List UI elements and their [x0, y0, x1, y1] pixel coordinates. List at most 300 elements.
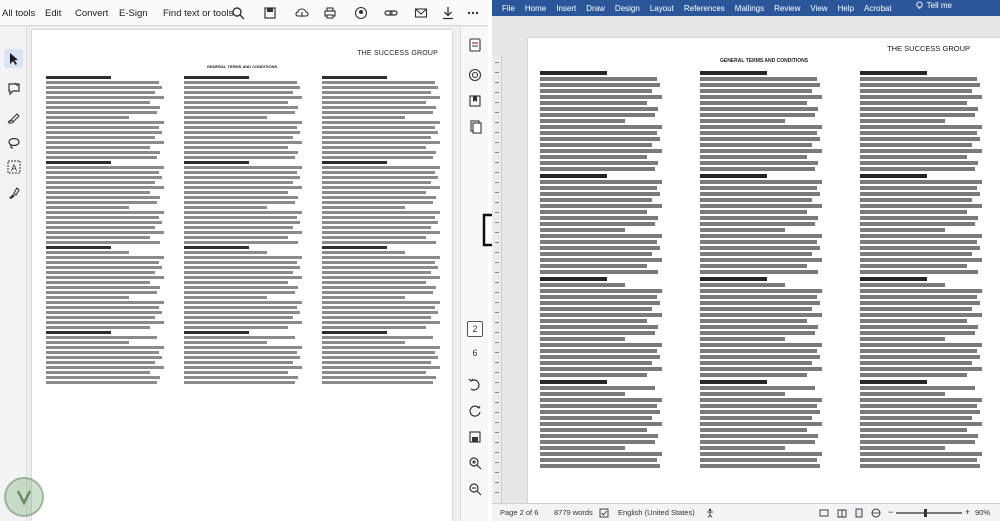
doc-icon[interactable]: [467, 67, 483, 83]
body-text-line: [184, 91, 293, 94]
body-text-line: [700, 337, 785, 341]
menu-all-tools[interactable]: All tools: [2, 8, 36, 19]
ruler-tick: [495, 102, 499, 103]
body-text-line: [860, 392, 945, 396]
tab-insert[interactable]: Insert: [556, 3, 577, 13]
body-text-line: [322, 156, 433, 159]
body-text-line: [184, 216, 297, 219]
share-user-icon[interactable]: [353, 5, 369, 21]
save-disk-icon[interactable]: [467, 429, 483, 445]
ruler-tick: [495, 492, 499, 493]
svg-text:A: A: [10, 162, 17, 173]
body-text-line: [860, 77, 977, 81]
body-text-line: [860, 367, 982, 371]
body-text-line: [860, 446, 945, 450]
body-text-line: [700, 204, 822, 208]
body-text-line: [700, 240, 817, 244]
scroll-up-icon[interactable]: [467, 377, 483, 393]
body-text-line: [184, 291, 295, 294]
body-text-line: [540, 416, 652, 420]
body-text-line: [184, 166, 302, 169]
cursor-icon[interactable]: [4, 49, 23, 68]
body-text-line: [322, 361, 431, 364]
body-text-line: [322, 111, 433, 114]
ruler-tick: [495, 302, 499, 303]
tab-design[interactable]: Design: [614, 3, 640, 13]
body-text-line: [540, 180, 662, 184]
body-text-line: [860, 155, 967, 159]
zoom-out-button[interactable]: −: [888, 507, 894, 517]
body-text-line: [860, 289, 982, 293]
upload-cloud-icon[interactable]: [294, 5, 310, 21]
body-text-line: [700, 458, 817, 462]
body-text-line: [700, 440, 815, 444]
body-text-line: [322, 121, 440, 124]
pdf-toolbar: [0, 0, 488, 26]
body-text-line: [700, 180, 822, 184]
body-text-line: [540, 337, 625, 341]
tab-home[interactable]: Home: [524, 3, 547, 13]
body-text-line: [46, 166, 164, 169]
body-text-line: [322, 211, 440, 214]
body-text-line: [700, 198, 812, 202]
proofing-icon[interactable]: [599, 508, 609, 518]
body-text-line: [540, 446, 625, 450]
current-page-indicator[interactable]: 2: [467, 321, 483, 337]
body-text-line: [700, 113, 815, 117]
body-text-line: [860, 234, 982, 238]
body-text-line: [700, 246, 820, 250]
body-text-line: [46, 181, 155, 184]
zoom-slider[interactable]: [896, 512, 962, 514]
word-status-bar: [492, 503, 1000, 521]
body-text-line: [700, 192, 820, 196]
pdf-convert-icon[interactable]: [467, 37, 483, 53]
body-text-line: [700, 325, 818, 329]
section-heading-line: [700, 380, 767, 384]
body-text-line: [184, 326, 288, 329]
ruler-tick: [495, 262, 499, 263]
body-text-line: [700, 143, 812, 147]
body-text-line: [540, 301, 660, 305]
body-text-line: [540, 107, 658, 111]
menu-esign[interactable]: E-Sign: [119, 8, 148, 19]
ruler-tick: [495, 472, 499, 473]
body-text-line: [540, 464, 660, 468]
lasso-icon[interactable]: [4, 133, 23, 152]
body-text-line: [860, 119, 945, 123]
ruler-tick: [495, 182, 499, 183]
zoom-in-icon[interactable]: [467, 455, 483, 471]
body-text-line: [46, 121, 164, 124]
body-text-line: [46, 126, 159, 129]
ruler-tick: [495, 462, 499, 463]
menu-edit[interactable]: Edit: [45, 8, 62, 19]
body-text-line: [540, 343, 662, 347]
ruler-tick: [495, 382, 499, 383]
pdf-right-rail: [460, 27, 488, 521]
body-text-line: [46, 191, 150, 194]
body-text-line: [860, 216, 978, 220]
word-text-column-2: [700, 68, 822, 470]
tab-view[interactable]: View: [810, 3, 828, 13]
body-text-line: [184, 256, 302, 259]
body-text-line: [540, 210, 647, 214]
body-text-line: [46, 201, 157, 204]
body-text-line: [860, 113, 975, 117]
ruler-tick: [495, 342, 499, 343]
language-status[interactable]: English (United States): [618, 508, 695, 517]
body-text-line: [322, 141, 440, 144]
zoom-slider-thumb[interactable]: [924, 509, 927, 517]
body-text-line: [700, 131, 817, 135]
body-text-line: [322, 261, 435, 264]
body-text-line: [46, 266, 162, 269]
body-text-line: [46, 381, 157, 384]
body-text-line: [860, 89, 972, 93]
section-heading-line: [540, 380, 607, 384]
body-text-line: [46, 351, 159, 354]
text-select-icon[interactable]: [4, 157, 23, 176]
body-text-line: [860, 240, 977, 244]
body-text-line: [46, 186, 164, 189]
tab-acrobat[interactable]: Acrobat: [864, 3, 892, 13]
watermark-logo-icon: [4, 477, 44, 517]
body-text-line: [184, 341, 267, 344]
body-text-line: [184, 126, 297, 129]
body-text-line: [860, 307, 972, 311]
body-text-line: [540, 264, 647, 268]
body-text-line: [46, 156, 157, 159]
pen-icon[interactable]: [4, 107, 23, 126]
find-text-tools[interactable]: Find text or tools: [163, 8, 234, 19]
body-text-line: [46, 151, 160, 154]
body-text-line: [860, 416, 972, 420]
body-text-line: [184, 321, 302, 324]
body-text-line: [322, 281, 426, 284]
body-text-line: [46, 276, 164, 279]
word-window: [492, 0, 1000, 521]
body-text-line: [700, 301, 820, 305]
pdf-tool-rail: [0, 27, 27, 521]
download-icon[interactable]: [440, 5, 456, 21]
link-icon[interactable]: [383, 5, 399, 21]
body-text-line: [322, 181, 431, 184]
body-text-line: [184, 371, 288, 374]
body-text-line: [322, 341, 405, 344]
section-heading-line: [860, 277, 927, 281]
zoom-out-icon[interactable]: [467, 481, 483, 497]
body-text-line: [860, 210, 967, 214]
body-text-line: [184, 211, 302, 214]
section-heading-line: [860, 71, 927, 75]
print-icon[interactable]: [322, 5, 338, 21]
total-pages-indicator: 6: [472, 348, 478, 358]
body-text-line: [540, 240, 657, 244]
body-text-line: [46, 236, 150, 239]
refresh-icon[interactable]: [467, 403, 483, 419]
body-text-line: [540, 440, 655, 444]
body-text-line: [700, 367, 822, 371]
body-text-line: [540, 270, 658, 274]
body-text-line: [540, 434, 658, 438]
section-heading-line: [322, 331, 387, 334]
focus-icon[interactable]: [819, 508, 829, 518]
ruler-tick: [495, 332, 499, 333]
accessibility-icon[interactable]: [705, 508, 715, 518]
body-text-line: [700, 264, 807, 268]
tab-mailings[interactable]: Mailings: [734, 3, 765, 13]
body-text-line: [540, 307, 652, 311]
body-text-line: [184, 151, 298, 154]
body-text-line: [700, 234, 822, 238]
search-icon[interactable]: [230, 5, 246, 21]
tab-references[interactable]: References: [683, 3, 725, 13]
body-text-line: [540, 367, 662, 371]
body-text-line: [322, 321, 440, 324]
body-text-line: [184, 221, 300, 224]
bookmark-icon[interactable]: [467, 93, 483, 109]
body-text-line: [322, 226, 431, 229]
body-text-line: [46, 141, 164, 144]
body-text-line: [322, 366, 440, 369]
body-text-line: [700, 101, 807, 105]
body-text-line: [322, 126, 435, 129]
body-text-line: [540, 95, 662, 99]
body-text-line: [184, 281, 288, 284]
body-text-line: [700, 155, 807, 159]
body-text-line: [860, 355, 980, 359]
body-text-line: [46, 336, 157, 339]
ruler-tick: [495, 222, 499, 223]
section-heading-line: [184, 76, 249, 79]
body-text-line: [46, 111, 157, 114]
body-text-line: [184, 81, 297, 84]
zoom-in-button[interactable]: +: [965, 507, 971, 517]
ruler-tick: [495, 72, 499, 73]
body-text-line: [184, 171, 297, 174]
body-text-line: [700, 331, 815, 335]
body-text-line: [540, 289, 662, 293]
body-text-line: [46, 371, 150, 374]
body-text-line: [46, 91, 155, 94]
menu-convert[interactable]: Convert: [75, 8, 109, 19]
body-text-line: [322, 286, 436, 289]
body-text-line: [700, 216, 818, 220]
body-text-line: [46, 341, 129, 344]
body-text-line: [540, 216, 658, 220]
pdf-text-column-1: [46, 74, 164, 386]
body-text-line: [860, 180, 982, 184]
ruler-tick: [495, 402, 499, 403]
section-heading-line: [322, 246, 387, 249]
tell-me-search[interactable]: [915, 1, 952, 10]
section-heading-line: [46, 246, 111, 249]
body-text-line: [700, 343, 822, 347]
body-text-line: [860, 319, 967, 323]
body-text-line: [184, 181, 293, 184]
body-text-line: [860, 228, 945, 232]
body-text-line: [46, 101, 150, 104]
body-text-line: [184, 156, 295, 159]
body-text-line: [540, 410, 660, 414]
body-text-line: [860, 373, 967, 377]
body-text-line: [540, 192, 660, 196]
body-text-line: [540, 204, 662, 208]
body-text-line: [700, 373, 807, 377]
body-text-line: [184, 121, 302, 124]
body-text-line: [700, 107, 818, 111]
body-text-line: [46, 211, 164, 214]
body-text-line: [184, 196, 298, 199]
body-text-line: [860, 301, 980, 305]
body-text-line: [860, 386, 975, 390]
ruler-tick: [495, 442, 499, 443]
pdf-document-header: THE SUCCESS GROUP: [357, 50, 438, 57]
body-text-line: [184, 306, 297, 309]
body-text-line: [860, 204, 982, 208]
body-text-line: [46, 256, 164, 259]
body-text-line: [700, 452, 822, 456]
pdf-editor-window: [0, 0, 488, 521]
body-text-line: [540, 331, 655, 335]
body-text-line: [700, 125, 822, 129]
body-text-line: [700, 319, 807, 323]
page-count-status[interactable]: Page 2 of 6: [500, 508, 539, 517]
body-text-line: [184, 136, 293, 139]
body-text-line: [184, 311, 300, 314]
body-text-line: [860, 422, 982, 426]
body-text-line: [700, 410, 820, 414]
tab-help[interactable]: Help: [837, 3, 855, 13]
body-text-line: [540, 355, 660, 359]
stamp-icon[interactable]: [4, 183, 23, 202]
body-text-line: [540, 386, 655, 390]
section-heading-line: [540, 71, 607, 75]
ruler-tick: [495, 192, 499, 193]
body-text-line: [322, 221, 438, 224]
word-page[interactable]: [528, 38, 1000, 503]
body-text-line: [322, 346, 440, 349]
tab-file[interactable]: File: [502, 3, 515, 13]
body-text-line: [860, 313, 982, 317]
body-text-line: [46, 136, 155, 139]
body-text-line: [322, 146, 426, 149]
body-text-line: [540, 198, 652, 202]
body-text-line: [322, 236, 426, 239]
save-icon[interactable]: [262, 5, 278, 21]
ruler-tick: [495, 282, 499, 283]
read-mode-icon[interactable]: [837, 508, 847, 518]
body-text-line: [46, 206, 129, 209]
tab-review[interactable]: Review: [774, 3, 801, 13]
more-icon[interactable]: [465, 5, 481, 21]
body-text-line: [540, 137, 660, 141]
body-text-line: [46, 171, 159, 174]
body-text-line: [700, 289, 822, 293]
print-layout-icon[interactable]: [854, 508, 864, 518]
body-text-line: [540, 452, 662, 456]
body-text-line: [860, 404, 977, 408]
section-heading-line: [184, 161, 249, 164]
word-count-status[interactable]: 8779 words: [554, 508, 593, 517]
body-text-line: [322, 201, 433, 204]
tab-draw[interactable]: Draw: [586, 3, 605, 13]
ruler-tick: [495, 62, 499, 63]
body-text-line: [700, 210, 807, 214]
mail-icon[interactable]: [413, 5, 429, 21]
section-heading-line: [322, 161, 387, 164]
body-text-line: [46, 261, 159, 264]
body-text-line: [46, 96, 164, 99]
body-text-line: [860, 398, 982, 402]
body-text-line: [540, 77, 657, 81]
body-text-line: [700, 283, 785, 287]
body-text-line: [184, 146, 288, 149]
body-text-line: [322, 106, 436, 109]
body-text-line: [322, 296, 405, 299]
body-text-line: [322, 116, 405, 119]
word-document-header: THE SUCCESS GROUP: [887, 44, 970, 53]
body-text-line: [184, 116, 267, 119]
body-text-line: [700, 313, 822, 317]
body-text-line: [700, 270, 818, 274]
word-ribbon-tabs: [492, 0, 1000, 16]
body-text-line: [46, 116, 129, 119]
body-text-line: [700, 446, 785, 450]
body-text-line: [860, 198, 972, 202]
body-text-line: [700, 83, 820, 87]
ruler-tick: [495, 92, 499, 93]
body-text-line: [184, 356, 300, 359]
zoom-level[interactable]: 90%: [975, 508, 991, 517]
body-text-line: [540, 222, 655, 226]
body-text-line: [860, 83, 980, 87]
section-heading-line: [46, 161, 111, 164]
comment-icon[interactable]: [4, 79, 23, 98]
body-text-line: [46, 291, 157, 294]
pages-icon[interactable]: [467, 119, 483, 135]
ruler-tick: [495, 412, 499, 413]
body-text-line: [700, 228, 785, 232]
body-text-line: [700, 355, 820, 359]
body-text-line: [860, 283, 945, 287]
body-text-line: [540, 149, 662, 153]
web-layout-icon[interactable]: [871, 508, 881, 518]
body-text-line: [46, 326, 150, 329]
body-text-line: [540, 83, 660, 87]
body-text-line: [540, 113, 655, 117]
ruler-tick: [495, 292, 499, 293]
body-text-line: [700, 77, 817, 81]
body-text-line: [540, 125, 662, 129]
body-text-line: [46, 306, 159, 309]
body-text-line: [860, 258, 982, 262]
pdf-document-title: GENERAL TERMS AND CONDITIONS: [206, 64, 278, 69]
body-text-line: [700, 295, 817, 299]
body-text-line: [860, 107, 978, 111]
section-heading-line: [184, 331, 249, 334]
vertical-ruler[interactable]: [492, 56, 502, 503]
tab-layout[interactable]: Layout: [649, 3, 674, 13]
ruler-tick: [495, 482, 499, 483]
body-text-line: [700, 416, 812, 420]
body-text-line: [46, 366, 164, 369]
ruler-tick: [495, 162, 499, 163]
body-text-line: [46, 356, 162, 359]
body-text-line: [46, 196, 160, 199]
body-text-line: [184, 261, 297, 264]
